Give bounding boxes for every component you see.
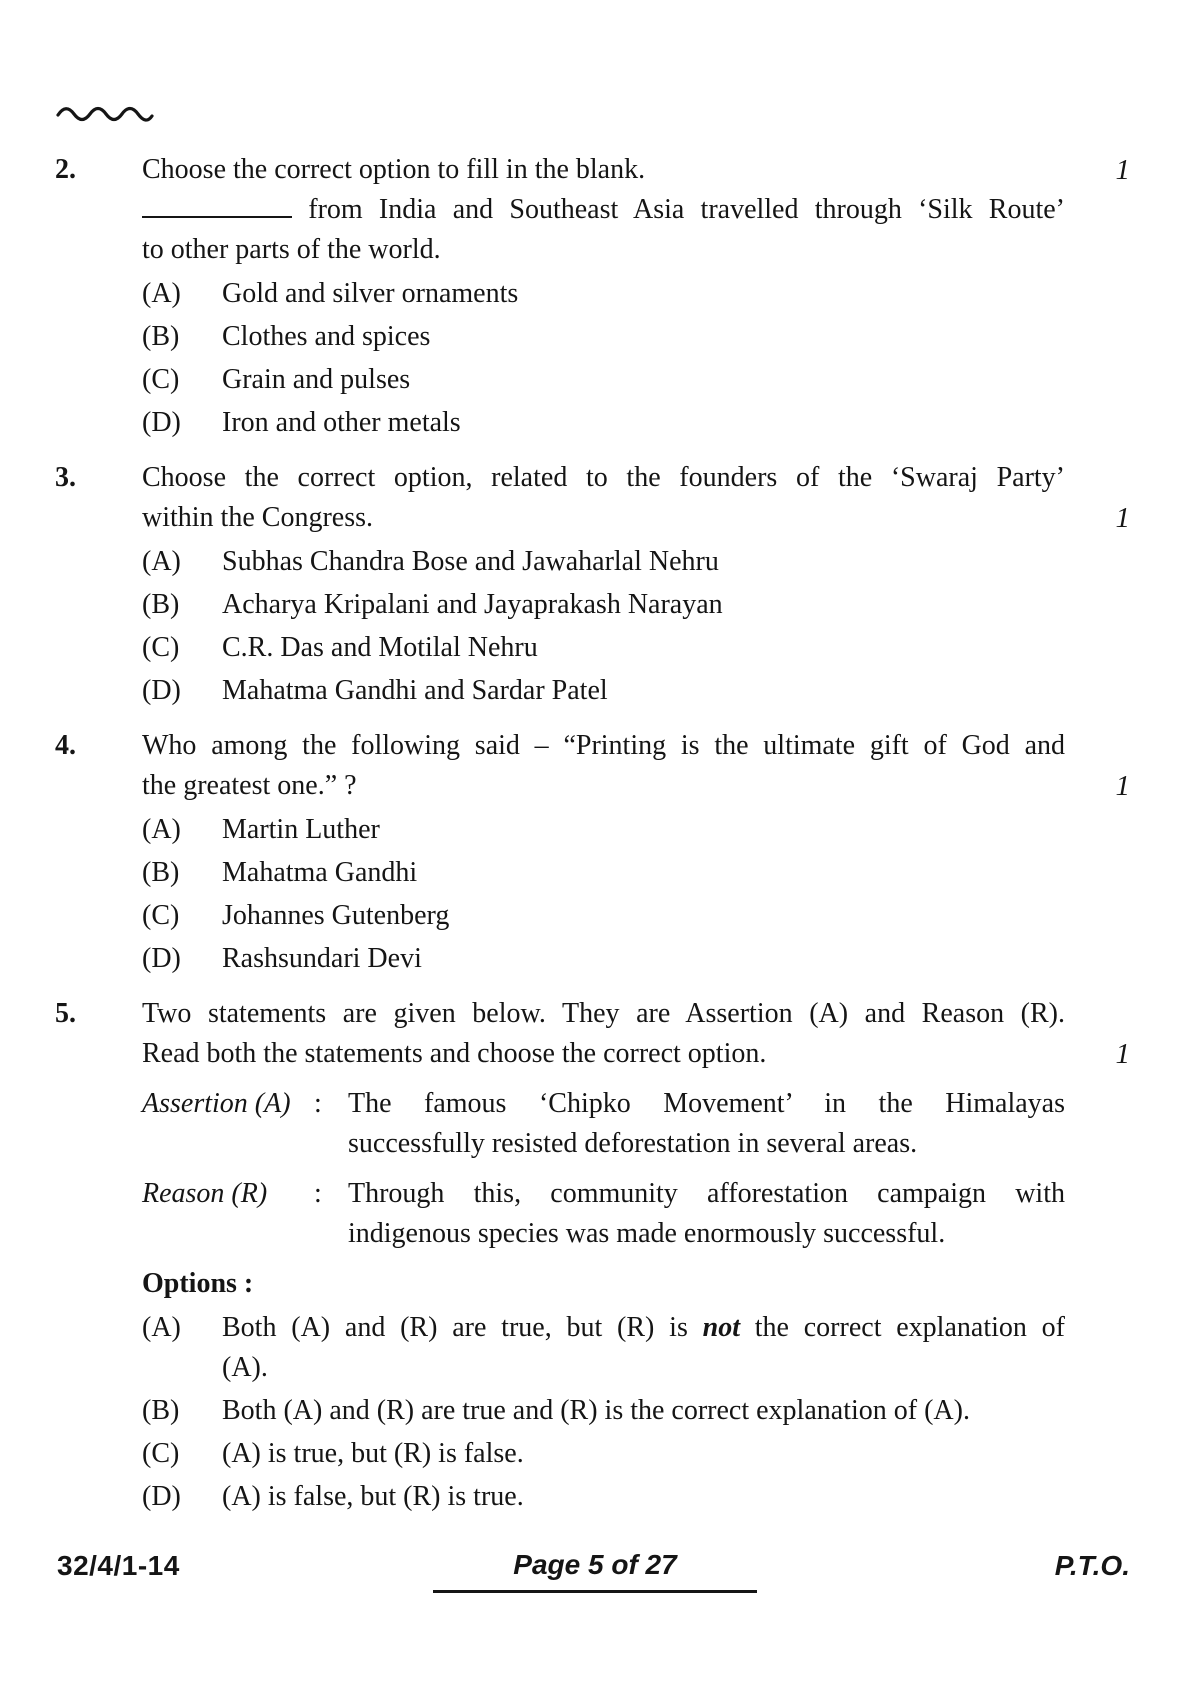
- options-header: Options :: [142, 1268, 254, 1299]
- marks-value: 1: [1115, 1038, 1130, 1070]
- fill-text-continued: to other parts of the world.: [142, 234, 441, 265]
- option-text: Martin Luther: [222, 814, 380, 845]
- question-3: [55, 458, 1130, 711]
- option-text: Johannes Gutenberg: [222, 900, 450, 931]
- wavy-line-mark: [55, 100, 1130, 126]
- question-2: [55, 150, 1130, 443]
- pto-label: P.T.O.: [1054, 1550, 1130, 1581]
- option-row: [142, 542, 1065, 582]
- marks-value: 1: [1115, 770, 1130, 802]
- option-row: [142, 853, 1065, 893]
- question-stem-line1: Choose the correct option, related to the founders of the ‘Swaraj Party’: [142, 462, 1065, 493]
- option-text: (A) is false, but (R) is true.: [222, 1481, 524, 1512]
- option-row: [142, 939, 1065, 979]
- question-number: 2.: [55, 154, 76, 185]
- option-row: [142, 1391, 1065, 1431]
- option-label: (B): [142, 589, 180, 620]
- option-text: Mahatma Gandhi: [222, 857, 418, 888]
- assertion-label: Assertion (A): [142, 1088, 291, 1119]
- option-text: (A) is true, but (R) is false.: [222, 1438, 524, 1469]
- assertion-line1: The famous ‘Chipko Movement’ in the Himalayas: [348, 1088, 1065, 1119]
- option-label: (D): [142, 1481, 181, 1512]
- option-label: (B): [142, 321, 180, 352]
- option-a-line2: (A).: [222, 1352, 268, 1383]
- question-number: 4.: [55, 730, 76, 761]
- assertion-text: [348, 1084, 1065, 1164]
- option-label: (C): [142, 900, 180, 931]
- page-content: [55, 100, 1130, 1532]
- option-label: (C): [142, 632, 180, 663]
- question-stem-line2: Read both the statements and choose the correct option.: [142, 1038, 767, 1069]
- option-label: (A): [142, 814, 181, 845]
- question-body: [142, 150, 1065, 443]
- option-text: Acharya Kripalani and Jayaprakash Narayan: [222, 589, 723, 620]
- question-body: [142, 994, 1065, 1517]
- option-text: Iron and other metals: [222, 407, 461, 438]
- option-label: (C): [142, 1438, 180, 1469]
- option-row: [142, 360, 1065, 400]
- option-row: [142, 1434, 1065, 1474]
- option-row: [142, 317, 1065, 357]
- question-stem-line2: the greatest one.” ?: [142, 770, 357, 801]
- option-text: Rashsundari Devi: [222, 943, 422, 974]
- option-a-text-post: the correct explanation of: [739, 1312, 1065, 1343]
- page-indicator: Page 5 of 27: [513, 1549, 677, 1580]
- marks-value: 1: [1115, 502, 1130, 534]
- reason-row: [142, 1174, 1065, 1254]
- option-row: [142, 671, 1065, 711]
- option-a-text-pre: Both (A) and (R) are true, but (R) is: [222, 1312, 703, 1343]
- option-label: (B): [142, 1395, 180, 1426]
- reason-line1: Through this, community afforestation campaign with: [348, 1178, 1065, 1209]
- question-body: [142, 458, 1065, 711]
- question-5: [55, 994, 1130, 1517]
- reason-line2: indigenous species was made enormously successful.: [348, 1218, 946, 1249]
- marks-value: 1: [1115, 154, 1130, 186]
- assertion-line2: successfully resisted deforestation in several areas.: [348, 1128, 918, 1159]
- blank-line: [142, 191, 292, 218]
- option-row: [142, 1477, 1065, 1517]
- option-label: (B): [142, 857, 180, 888]
- option-label: (D): [142, 675, 181, 706]
- question-number: 5.: [55, 998, 76, 1029]
- assertion-colon: :: [314, 1088, 322, 1119]
- option-text: Both (A) and (R) are true and (R) is the correct explanation of (A).: [222, 1395, 970, 1426]
- option-text: Clothes and spices: [222, 321, 431, 352]
- reason-label: Reason (R): [142, 1178, 268, 1209]
- question-stem-line2: within the Congress.: [142, 502, 373, 533]
- option-row: [142, 274, 1065, 314]
- paper-code: 32/4/1-14: [57, 1550, 180, 1581]
- option-text: [222, 1308, 1065, 1388]
- option-row: [142, 810, 1065, 850]
- option-a-line1: [222, 1308, 1065, 1348]
- option-label: (D): [142, 407, 181, 438]
- option-row: [142, 896, 1065, 936]
- reason-colon: :: [314, 1178, 322, 1209]
- option-label: (A): [142, 546, 181, 577]
- reason-text: [348, 1174, 1065, 1254]
- fill-text: from India and Southeast Asia travelled through ‘Silk Route’: [308, 194, 1065, 225]
- option-row: [142, 1308, 1065, 1388]
- option-text: Subhas Chandra Bose and Jawaharlal Nehru: [222, 546, 719, 577]
- footer-underline: [433, 1590, 757, 1593]
- question-number: 3.: [55, 462, 76, 493]
- option-text: Gold and silver ornaments: [222, 278, 519, 309]
- question-stem-line1: Two statements are given below. They are Assertion (A) and Reason (R).: [142, 998, 1065, 1029]
- question-4: [55, 726, 1130, 979]
- option-row: [142, 403, 1065, 443]
- option-label: (D): [142, 943, 181, 974]
- option-a-not-word: not: [702, 1312, 740, 1343]
- option-text: Mahatma Gandhi and Sardar Patel: [222, 675, 608, 706]
- question-body: [142, 726, 1065, 979]
- option-label: (C): [142, 364, 180, 395]
- option-row: [142, 628, 1065, 668]
- option-label: (A): [142, 1312, 181, 1343]
- option-text: C.R. Das and Motilal Nehru: [222, 632, 538, 663]
- option-label: (A): [142, 278, 181, 309]
- option-row: [142, 585, 1065, 625]
- option-text: Grain and pulses: [222, 364, 411, 395]
- fill-in-blank-line: [142, 190, 1065, 230]
- question-stem-line1: Who among the following said – “Printing is the ultimate gift of God and: [142, 730, 1065, 761]
- question-stem: Choose the correct option to fill in the blank.: [142, 154, 646, 185]
- assertion-row: [142, 1084, 1065, 1164]
